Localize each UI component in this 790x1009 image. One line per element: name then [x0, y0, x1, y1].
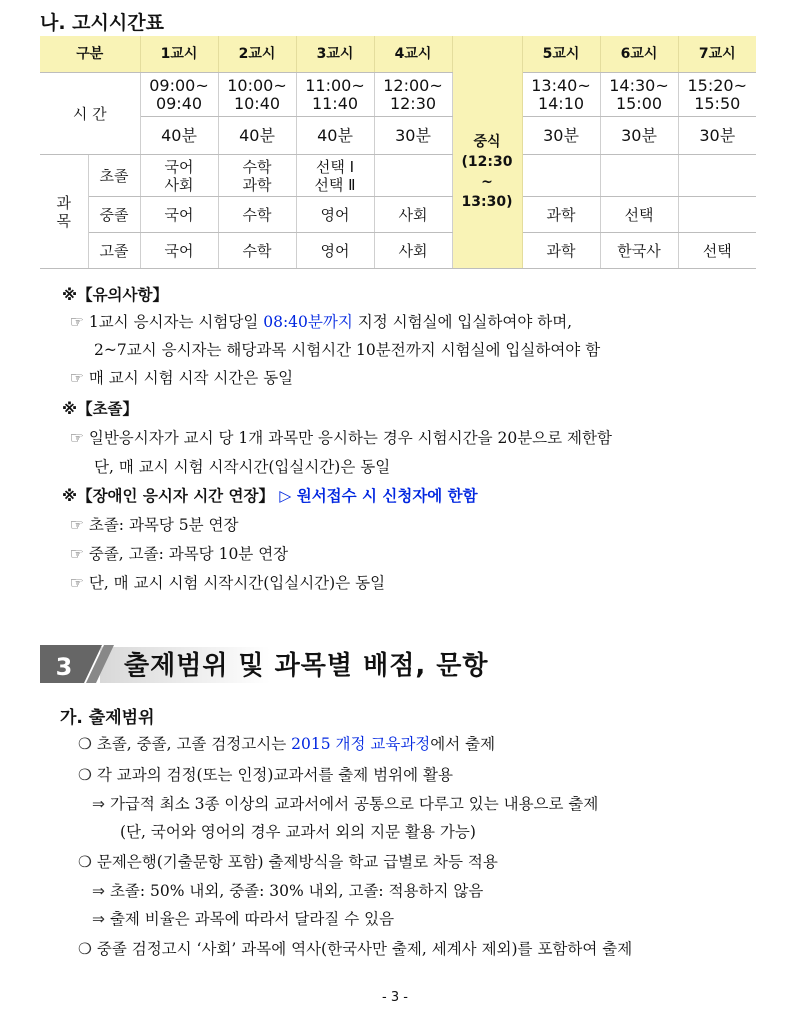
subject-cell	[522, 155, 600, 197]
time-cell: 12:00~ 12:30	[374, 73, 452, 117]
scope-text: 초졸: 50% 내외, 중졸: 30% 내외, 고졸: 적용하지 않음	[109, 882, 484, 900]
caution-highlight: 08:40분까지	[263, 313, 353, 331]
subject-cell: 국어	[140, 197, 218, 233]
disability-text: 단, 매 교시 시험 시작시간(입실시간)은 동일	[88, 574, 386, 592]
duration-row	[40, 117, 756, 155]
scope-text: 에서 출제	[430, 735, 496, 753]
caution-line	[70, 310, 572, 332]
scope-text: 각 교과의 검정(또는 인정)교과서를 출제 범위에 활용	[96, 766, 453, 784]
caution-text: 매 교시 시험 시작 시간은 동일	[88, 369, 294, 387]
time-cell: 10:00~ 10:40	[218, 73, 296, 117]
scope-subitem	[92, 879, 483, 901]
level-label: 초졸	[88, 155, 140, 197]
caution-title: ※【유의사항】	[62, 286, 168, 304]
header-cell: 2교시	[218, 36, 296, 73]
header-cell: 7교시	[678, 36, 756, 73]
pointing-hand-icon: ☞	[70, 516, 84, 534]
scope-text: 가급적 최소 3종 이상의 교과서에서 공통으로 다루고 있는 내용으로 출제	[109, 795, 599, 813]
scope-text: 중졸 검정고시 ‘사회’ 과목에 역사(한국사만 출제, 세계사 제외)를 포함하여 출제	[96, 940, 633, 958]
level-label: 고졸	[88, 233, 140, 269]
duration-cell: 30분	[678, 117, 756, 155]
subject-cell: 수학	[218, 197, 296, 233]
scope-text: 문제은행(기출문항 포함) 출제방식을 학교 급별로 차등 적용	[96, 853, 498, 871]
section-number: 3	[55, 653, 73, 681]
subject-cell	[374, 155, 452, 197]
scope-text: 초졸, 중졸, 고졸 검정고시는	[96, 735, 292, 753]
time-cell: 15:20~ 15:50	[678, 73, 756, 117]
subject-cell	[678, 197, 756, 233]
arrow-icon: ⇒	[92, 795, 105, 813]
subject-label: 과 목	[40, 155, 88, 269]
page-number: - 3 -	[382, 990, 408, 1005]
disability-highlight: ▷ 원서접수 시 신청자에 한함	[279, 487, 478, 505]
lunch-text: 중식 (12:30 ~ 13:30)	[461, 134, 513, 210]
elementary-text: 일반응시자가 교시 당 1개 과목만 응시하는 경우 시험시간을 20분으로 제한함	[88, 429, 612, 447]
duration-cell: 40분	[140, 117, 218, 155]
pointing-hand-icon: ☞	[70, 313, 84, 331]
subject-cell	[678, 155, 756, 197]
circle-bullet-icon: ❍	[78, 853, 92, 871]
time-row	[40, 73, 756, 117]
time-cell: 09:00~ 09:40	[140, 73, 218, 117]
subject-row	[40, 197, 756, 233]
subject-row	[40, 155, 756, 197]
subject-cell: 국어	[140, 233, 218, 269]
subject-cell: 과학	[522, 197, 600, 233]
time-cell: 13:40~ 14:10	[522, 73, 600, 117]
circle-bullet-icon: ❍	[78, 940, 92, 958]
scope-item	[78, 763, 453, 785]
scope-subitem	[92, 907, 394, 929]
section-heading: 나. 고시시간표	[40, 12, 164, 34]
caution-text: 1교시 응시자는 시험당일	[88, 313, 264, 331]
scope-subitem: (단, 국어와 영어의 경우 교과서 외의 지문 활용 가능)	[120, 823, 476, 841]
subsection-title: 가. 출제범위	[60, 708, 155, 728]
subject-cell: 수학	[218, 233, 296, 269]
scope-item	[78, 937, 632, 959]
duration-cell: 30분	[522, 117, 600, 155]
subject-cell: 사회	[374, 197, 452, 233]
duration-cell: 40분	[218, 117, 296, 155]
level-label: 중졸	[88, 197, 140, 233]
subject-cell: 선택	[600, 197, 678, 233]
pointing-hand-icon: ☞	[70, 369, 84, 387]
subject-cell: 영어	[296, 197, 374, 233]
scope-subitem	[92, 792, 598, 814]
header-cell: 1교시	[140, 36, 218, 73]
arrow-icon: ⇒	[92, 882, 105, 900]
header-cell: 6교시	[600, 36, 678, 73]
subject-cell: 수학 과학	[218, 155, 296, 197]
scope-text: 출제 비율은 과목에 따라서 달라질 수 있음	[109, 910, 395, 928]
subject-cell: 국어 사회	[140, 155, 218, 197]
disability-title-text: ※【장애인 응시자 시간 연장】	[62, 487, 274, 505]
arrow-icon: ⇒	[92, 910, 105, 928]
caution-line: 2~7교시 응시자는 해당과목 시험시간 10분전까지 시험실에 입실하여야 함	[94, 341, 601, 359]
subject-cell: 영어	[296, 233, 374, 269]
pointing-hand-icon: ☞	[70, 429, 84, 447]
pointing-hand-icon: ☞	[70, 574, 84, 592]
header-cell: 3교시	[296, 36, 374, 73]
subject-cell: 한국사	[600, 233, 678, 269]
header-cell: 구분	[40, 36, 140, 73]
subject-cell: 과학	[522, 233, 600, 269]
header-cell: 4교시	[374, 36, 452, 73]
table-header-row	[40, 36, 756, 73]
elementary-line	[70, 426, 612, 448]
header-cell: 5교시	[522, 36, 600, 73]
caution-text: 지정 시험실에 입실하여야 하며,	[352, 313, 573, 331]
subject-row	[40, 233, 756, 269]
duration-cell: 40분	[296, 117, 374, 155]
pointing-hand-icon: ☞	[70, 545, 84, 563]
elementary-title: ※【초졸】	[62, 400, 139, 418]
subject-cell: 사회	[374, 233, 452, 269]
disability-line	[70, 571, 385, 593]
lunch-cell	[452, 36, 522, 269]
disability-title	[62, 484, 478, 506]
subject-cell: 선택 Ⅰ 선택 Ⅱ	[296, 155, 374, 197]
scope-highlight: 2015 개정 교육과정	[291, 735, 431, 753]
scope-item	[78, 850, 498, 872]
disability-line	[70, 513, 239, 535]
scope-item	[78, 732, 495, 754]
disability-text: 중졸, 고졸: 과목당 10분 연장	[88, 545, 289, 563]
exam-timetable	[40, 36, 756, 269]
section-title: 출제범위 및 과목별 배점, 문항	[124, 651, 489, 681]
subject-cell	[600, 155, 678, 197]
duration-cell: 30분	[600, 117, 678, 155]
caution-line	[70, 366, 293, 388]
subject-cell: 선택	[678, 233, 756, 269]
disability-line	[70, 542, 288, 564]
time-label: 시 간	[40, 73, 140, 155]
circle-bullet-icon: ❍	[78, 735, 92, 753]
time-cell: 11:00~ 11:40	[296, 73, 374, 117]
circle-bullet-icon: ❍	[78, 766, 92, 784]
time-cell: 14:30~ 15:00	[600, 73, 678, 117]
disability-text: 초졸: 과목당 5분 연장	[88, 516, 239, 534]
duration-cell: 30분	[374, 117, 452, 155]
elementary-line: 단, 매 교시 시험 시작시간(입실시간)은 동일	[94, 458, 391, 476]
